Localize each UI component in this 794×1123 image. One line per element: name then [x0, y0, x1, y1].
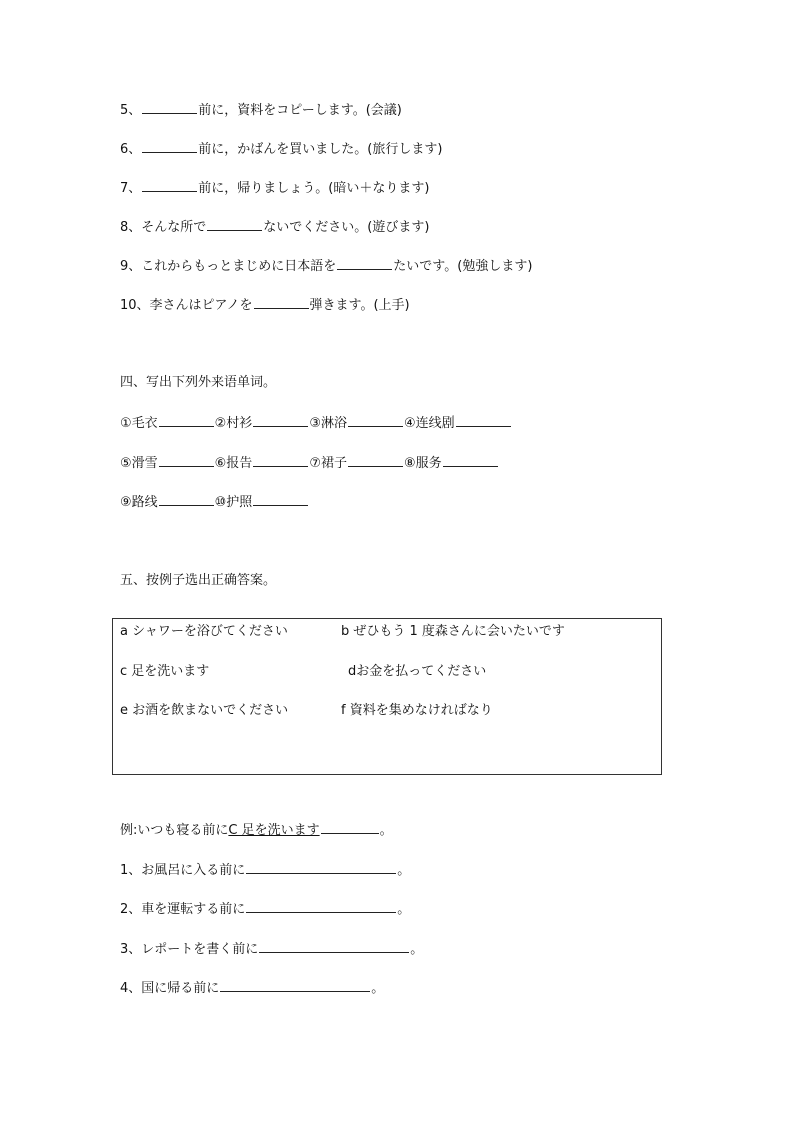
- question-number: 9、: [120, 259, 142, 274]
- vocab-blank[interactable]: [159, 493, 214, 506]
- vocab-blank[interactable]: [348, 454, 403, 467]
- answer-blank[interactable]: [246, 900, 396, 913]
- question-2: [120, 900, 410, 919]
- question-text: 1、お風呂に入る前に: [120, 863, 246, 878]
- vocab-item: ⑧服务: [403, 456, 442, 471]
- question-10: [120, 296, 410, 315]
- vocab-blank[interactable]: [443, 454, 498, 467]
- question-text: 3、レポートを書く前に: [120, 942, 259, 957]
- question-7: [120, 179, 429, 198]
- question-4: [120, 979, 384, 998]
- question-9: [120, 257, 532, 276]
- vocab-item: ⑨路线: [120, 495, 158, 510]
- question-number: 6、: [120, 142, 142, 157]
- question-text: 前に，資料をコピーします。(会議): [198, 103, 402, 118]
- example-line: [120, 821, 393, 840]
- vocab-item: ⑩护照: [214, 495, 253, 510]
- question-end: 。: [397, 902, 411, 917]
- option-f: f 資料を集めなければなり: [341, 703, 493, 718]
- vocab-blank[interactable]: [348, 414, 403, 427]
- question-3: [120, 940, 423, 959]
- question-text-pre: そんな所で: [141, 220, 207, 235]
- example-suffix: 。: [379, 823, 393, 838]
- vocab-item: ⑦裙子: [309, 456, 347, 471]
- vocab-item: ④连线剧: [403, 416, 455, 431]
- question-text-pre: 李さんはピアノを: [149, 298, 253, 313]
- example-blank: [321, 821, 379, 834]
- question-end: 。: [410, 942, 424, 957]
- question-text: 2、車を運転する前に: [120, 902, 246, 917]
- question-1: [120, 861, 410, 880]
- question-end: 。: [397, 863, 411, 878]
- question-text-pre: これからもっとまじめに日本語を: [141, 259, 337, 274]
- vocab-item: ③淋浴: [309, 416, 347, 431]
- vocab-blank[interactable]: [159, 414, 214, 427]
- vocab-item: ①毛衣: [120, 416, 158, 431]
- section-5-heading: 五、按例子选出正确答案。: [120, 573, 277, 588]
- answer-blank[interactable]: [142, 179, 197, 192]
- option-e: e お酒を飲まないでください: [120, 703, 289, 718]
- question-number: 8、: [120, 220, 142, 235]
- question-5: [120, 101, 402, 120]
- vocab-blank[interactable]: [456, 414, 511, 427]
- question-text: 4、国に帰る前に: [120, 981, 220, 996]
- answer-blank[interactable]: [337, 257, 392, 270]
- example-answer: C 足を洗います: [228, 823, 320, 838]
- vocab-blank[interactable]: [159, 454, 214, 467]
- question-text: 前に，かばんを買いました。(旅行します): [198, 142, 443, 157]
- vocab-blank[interactable]: [253, 493, 308, 506]
- example-prefix: 例:いつも寝る前に: [120, 823, 229, 838]
- question-number: 10、: [120, 298, 150, 313]
- answer-blank[interactable]: [142, 140, 197, 153]
- vocab-blank[interactable]: [253, 414, 308, 427]
- question-number: 7、: [120, 181, 142, 196]
- option-a: a シャワーを浴びてください: [120, 624, 288, 639]
- vocab-row-2: [120, 454, 499, 473]
- question-text: 前に，帰りましょう。(暗い＋なります): [198, 181, 430, 196]
- vocab-row-1: [120, 414, 512, 433]
- option-b: b ぜひもう 1 度森さんに会いたいです: [341, 624, 565, 639]
- vocab-item: ⑥报告: [214, 456, 253, 471]
- question-number: 5、: [120, 103, 142, 118]
- answer-blank[interactable]: [207, 218, 262, 231]
- vocab-item: ②村衫: [214, 416, 253, 431]
- vocab-item: ⑤滑雪: [120, 456, 158, 471]
- options-box: [112, 618, 662, 775]
- answer-blank[interactable]: [259, 940, 409, 953]
- question-8: [120, 218, 429, 237]
- answer-blank[interactable]: [254, 296, 309, 309]
- section-4-heading: 四、写出下列外来语单词。: [120, 375, 277, 390]
- question-text: たいです。(勉強します): [393, 259, 533, 274]
- option-d: dお金を払ってください: [348, 664, 487, 679]
- answer-blank[interactable]: [142, 101, 197, 114]
- option-c: c 足を洗います: [120, 664, 210, 679]
- question-end: 。: [371, 981, 385, 996]
- vocab-blank[interactable]: [253, 454, 308, 467]
- question-6: [120, 140, 442, 159]
- question-text: ないでください。(遊びます): [263, 220, 430, 235]
- question-text: 弾きます。(上手): [309, 298, 410, 313]
- vocab-row-3: [120, 493, 309, 512]
- answer-blank[interactable]: [220, 979, 370, 992]
- answer-blank[interactable]: [246, 861, 396, 874]
